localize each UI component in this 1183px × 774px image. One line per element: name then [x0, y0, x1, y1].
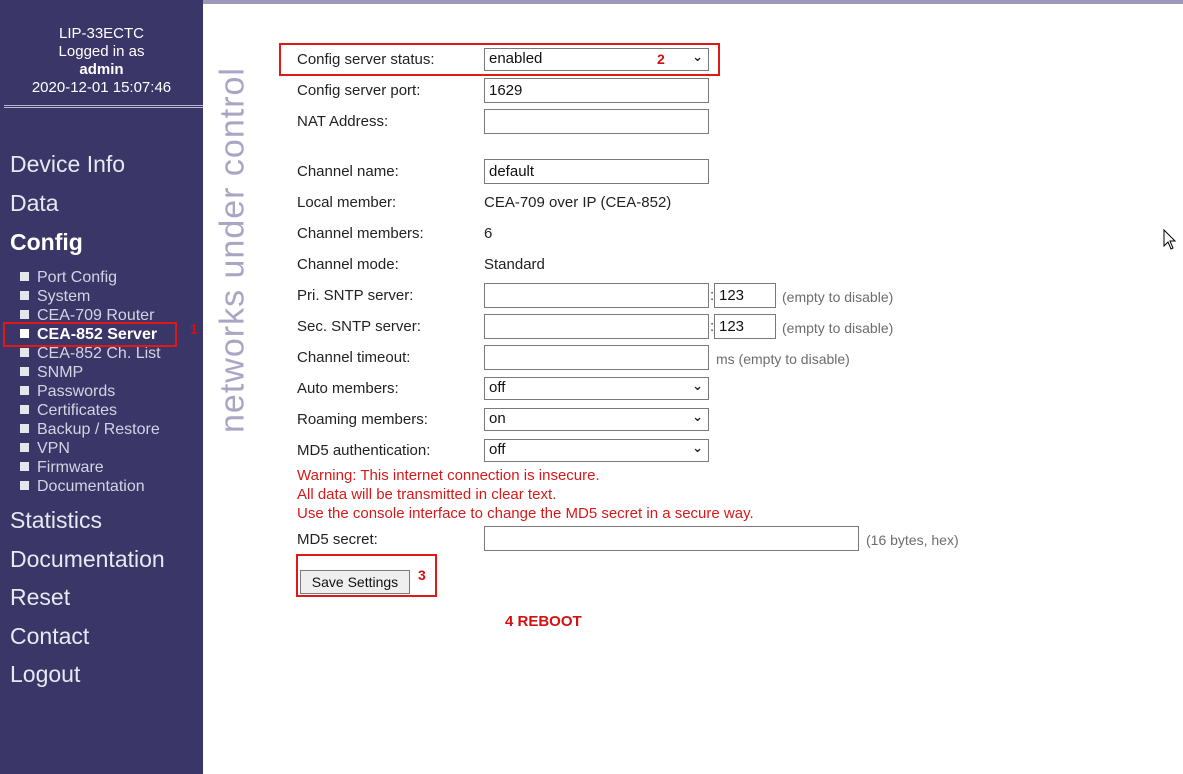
pri-sntp-port-input[interactable]: [714, 283, 776, 308]
chevron-down-icon: ⌄: [692, 378, 703, 393]
sec-sntp-port-input[interactable]: [714, 314, 776, 339]
annotation-box-3: [296, 554, 437, 597]
auto-members-select[interactable]: off ⌄: [484, 377, 709, 400]
pri-sntp-hint: (empty to disable): [782, 289, 894, 305]
nav-sub-passwords[interactable]: Passwords: [20, 382, 115, 401]
security-warning-line-2: All data will be transmitted in clear text.: [297, 486, 557, 503]
nat-address-label: NAT Address:: [297, 113, 389, 130]
chevron-down-icon: ⌄: [692, 49, 703, 64]
channel-timeout-label: Channel timeout:: [297, 349, 411, 366]
save-settings-button[interactable]: Save Settings: [300, 570, 410, 594]
sec-sntp-server-input[interactable]: [484, 314, 709, 339]
annotation-number-1: 1: [190, 321, 198, 337]
config-server-port-label: Config server port:: [297, 82, 421, 99]
nav-device-info[interactable]: Device Info: [10, 151, 126, 177]
channel-timeout-input[interactable]: [484, 345, 709, 370]
bullet-icon: [20, 386, 29, 395]
nav-sub-cea852-server[interactable]: CEA-852 Server: [20, 325, 157, 344]
bullet-icon: [20, 462, 29, 471]
channel-timeout-hint: ms (empty to disable): [716, 351, 850, 367]
channel-members-value: 6: [484, 225, 493, 242]
local-member-label: Local member:: [297, 194, 397, 211]
roaming-members-select[interactable]: on ⌄: [484, 408, 709, 431]
nav-statistics[interactable]: Statistics: [10, 507, 103, 533]
chevron-down-icon: ⌄: [692, 440, 703, 455]
bullet-icon: [20, 348, 29, 357]
sidebar: [0, 0, 203, 774]
bullet-icon: [20, 367, 29, 376]
md5-secret-input[interactable]: [484, 526, 859, 551]
nav-sub-vpn[interactable]: VPN: [20, 439, 70, 458]
channel-mode-label: Channel mode:: [297, 256, 399, 273]
auto-members-label: Auto members:: [297, 380, 399, 397]
nav-data[interactable]: Data: [10, 190, 59, 216]
annotation-box-2: [279, 43, 720, 76]
nat-address-input[interactable]: [484, 109, 709, 134]
reboot-annotation: 4 REBOOT: [505, 613, 582, 630]
bullet-icon: [20, 481, 29, 490]
config-server-status-select[interactable]: enabled ⌄: [484, 48, 709, 71]
annotation-box-1: [3, 322, 177, 347]
device-info-box: [0, 25, 203, 97]
sec-sntp-label: Sec. SNTP server:: [297, 318, 421, 335]
nav-reset[interactable]: Reset: [10, 584, 71, 610]
port-separator: :: [710, 318, 715, 335]
bullet-icon: [20, 310, 29, 319]
bullet-icon: [20, 443, 29, 452]
config-server-port-input[interactable]: [484, 78, 709, 103]
md5-secret-hint: (16 bytes, hex): [866, 532, 959, 548]
channel-name-input[interactable]: [484, 159, 709, 184]
channel-members-label: Channel members:: [297, 225, 424, 242]
local-member-value: CEA-709 over IP (CEA-852): [484, 194, 672, 211]
sec-sntp-hint: (empty to disable): [782, 320, 894, 336]
nav-sub-certificates[interactable]: Certificates: [20, 401, 117, 420]
username: admin: [79, 61, 124, 78]
nav-sub-snmp[interactable]: SNMP: [20, 363, 83, 382]
logged-in-label: Logged in as: [58, 43, 145, 60]
bullet-icon: [20, 291, 29, 300]
brand-vertical-text: networks under control: [213, 67, 252, 433]
pri-sntp-label: Pri. SNTP server:: [297, 287, 414, 304]
nav-sub-backup-restore[interactable]: Backup / Restore: [20, 420, 160, 439]
channel-name-label: Channel name:: [297, 163, 399, 180]
md5-auth-label: MD5 authentication:: [297, 442, 431, 459]
md5-secret-label: MD5 secret:: [297, 531, 378, 548]
pri-sntp-server-input[interactable]: [484, 283, 709, 308]
nav-logout[interactable]: Logout: [10, 661, 81, 687]
nav-contact[interactable]: Contact: [10, 623, 90, 649]
bullet-icon: [20, 405, 29, 414]
nav-sub-cea852-ch-list[interactable]: CEA-852 Ch. List: [20, 344, 161, 363]
security-warning-line-3: Use the console interface to change the MD5 secret in a secure way.: [297, 505, 754, 522]
annotation-number-2: 2: [657, 51, 665, 67]
nav-config[interactable]: Config: [10, 229, 83, 255]
channel-mode-value: Standard: [484, 256, 545, 273]
security-warning-line-1: Warning: This internet connection is insecure.: [297, 467, 600, 484]
nav-sub-documentation[interactable]: Documentation: [20, 477, 145, 496]
nav-sub-port-config[interactable]: Port Config: [20, 268, 117, 287]
device-name: LIP-33ECTC: [58, 25, 145, 42]
annotation-number-3: 3: [418, 567, 426, 583]
nav-sub-cea709-router[interactable]: CEA-709 Router: [20, 306, 154, 325]
device-datetime: 2020-12-01 15:07:46: [31, 79, 172, 96]
mouse-cursor-icon: [1163, 229, 1177, 251]
roaming-members-label: Roaming members:: [297, 411, 428, 428]
nav-sub-system[interactable]: System: [20, 287, 90, 306]
chevron-down-icon: ⌄: [692, 409, 703, 424]
config-server-status-label: Config server status:: [297, 51, 435, 68]
md5-auth-select[interactable]: off ⌄: [484, 439, 709, 462]
nav-documentation[interactable]: Documentation: [10, 546, 165, 572]
nav-sub-firmware[interactable]: Firmware: [20, 458, 104, 477]
sidebar-divider: [4, 105, 203, 108]
port-separator: :: [710, 287, 715, 304]
bullet-icon: [20, 424, 29, 433]
bullet-icon: [20, 272, 29, 281]
